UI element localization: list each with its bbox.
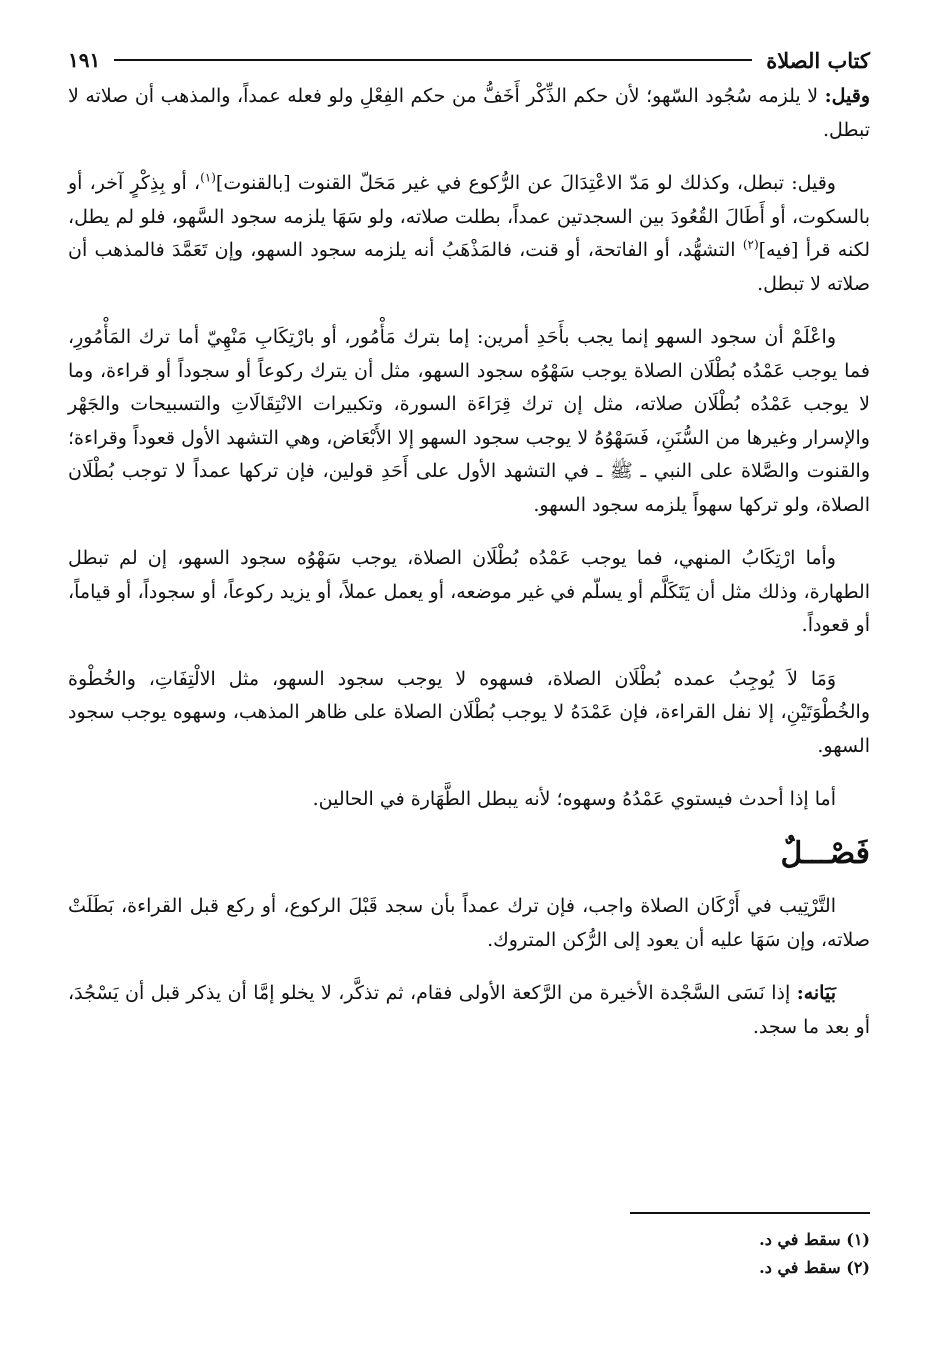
- footnote-ref-2: (٢): [742, 237, 759, 252]
- paragraph-text: ، أو بِذِكْرٍ آخر، أو بالسكوت، أو أَطَالَ القُعُودَ بين السجدتين عمداً، بطلت صلاته، ولو سَهَا يلزمه سجود السَّهو، فلو لم يطل، لكنه قرأ [فيه]: [68, 172, 870, 261]
- footnote-2: (٢) سقط في د.: [759, 1258, 870, 1277]
- paragraph-text: إذا نَسَى السَّجْدة الأخيرة من الرَّكعة الأولى فقام، ثم تذكَّر، لا يخلو إمَّا أن يذكر قبل أن يَسْجُدَ، أو بعد ما سجد.: [68, 982, 870, 1038]
- paragraph-text: لا يلزمه سُجُود السّهو؛ لأن حكم الذِّكْر أَخَفُّ من حكم الفِعْلِ ولو فعله عمداً، والمذهب أن صلاته لا تبطل.: [68, 85, 870, 141]
- paragraph-lead: وقيل:: [824, 85, 870, 107]
- paragraph-text: واعْلَمْ أن سجود السهو إنما يجب بأَحَدِ أمرين: إما بترك مَأْمُور، أو بارْتِكَابِ مَنْهِيّ أما ترك المَأْمُورِ، فما يوجب عَمْدُه بُطْلَان الصلاة يوجب سَهْوُه سجود السهو، مثل أن يترك ركوعاً أو سجوداً أو قراءة، وما لا يوجب عَمْدُه بُطْلَان صلاته، مثل إن ترك قِرَاءَة السورة، وتكبيرات الانْتِقَالَاتِ والتسبيحات والجَهْر والإسرار وغيرها من السُّنَنِ، فَسَهْوُهُ لا يوجب سجود السهو إلا الأَبْعَاض، وهي التشهد الأول قعوداً وقراءة؛ والقنوت والصَّلاة على النبي ـ ﷺ ـ في التشهد الأول على أَحَدِ قولين، فإن تركها عمداً لا توجب بُطْلَان الصلاة، ولو تركها سهواً يلزمه سجود السهو.: [68, 326, 870, 516]
- paragraph-7: [68, 890, 870, 957]
- paragraph-6: [68, 783, 870, 817]
- footnote-1: (١) سقط في د.: [759, 1230, 870, 1249]
- footnote-ref-1: (١): [200, 170, 216, 185]
- footnote-rule: [630, 1212, 870, 1214]
- paragraph-lead: وقيل:: [791, 172, 836, 194]
- page-header: [68, 40, 870, 80]
- book-page: [68, 40, 870, 1340]
- paragraph-text: التشهُّد، أو الفاتحة، أو قنت، فالمَذْهَبُ أنه يلزمه سجود السهو، وإن تَعَمَّدَ فالمذهب أن صلاته لا تبطل.: [68, 239, 870, 295]
- footnotes: [68, 1212, 870, 1282]
- paragraph-text: وَمَا لاَ يُوجِبُ عمده بُطْلَان الصلاة، فسهوه لا يوجب سجود السهو، مثل الالْتِفَاتِ، والخُطْوة والخُطْوَتَيْنِ، إلا نفل القراءة، فإن عَمْدَهُ لا يوجب بُطْلَان الصلاة على ظاهر المذهب، وسهوه يوجب سجود السهو.: [68, 667, 870, 757]
- paragraph-5: [68, 663, 870, 764]
- paragraph-text: التَّرْتِيب في أَرْكَان الصلاة واجب، فإن ترك عمداً بأن سجد قَبْلَ الركوع، أو ركع قبل القراءة، بَطَلَتْ صلاته، وإن سَهَا عليه أن يعود إلى الرُّكن المتروك.: [68, 895, 870, 951]
- paragraph-text: تبطل، وكذلك لو مَدّ الاعْتِدَالَ عن الرُّكوع في غير مَحَلّ القنوت [بالقنوت]: [215, 172, 792, 194]
- paragraph-3: [68, 321, 870, 522]
- main-text: [68, 80, 870, 1044]
- section-heading: فَصْـــلٌ: [780, 835, 870, 871]
- page-number: ١٩١: [68, 48, 101, 72]
- paragraph-8: [68, 977, 870, 1044]
- paragraph-lead: بَيَانه:: [796, 982, 836, 1004]
- paragraph-2: [68, 167, 870, 301]
- running-title: كتاب الصلاة: [766, 47, 870, 73]
- paragraph-1: [68, 80, 870, 147]
- paragraph-text: أما إذا أحدث فيستوي عَمْدُهُ وسهوه؛ لأنه يبطل الطَّهَارة في الحالين.: [312, 788, 836, 810]
- header-rule: [114, 59, 752, 61]
- paragraph-text: وأما ارْتِكَابُ المنهي، فما يوجب عَمْدُه بُطْلَان الصلاة، يوجب سَهْوُه سجود السهو، إن لم تبطل الطهارة، وذلك مثل أن يَتَكَلَّم أو يسلّم في غير موضعه، أو يعمل عملاً، أو يزيد ركوعاً، أو سجوداً، أو قياماً، أو قعوداً.: [68, 547, 870, 636]
- paragraph-4: [68, 542, 870, 643]
